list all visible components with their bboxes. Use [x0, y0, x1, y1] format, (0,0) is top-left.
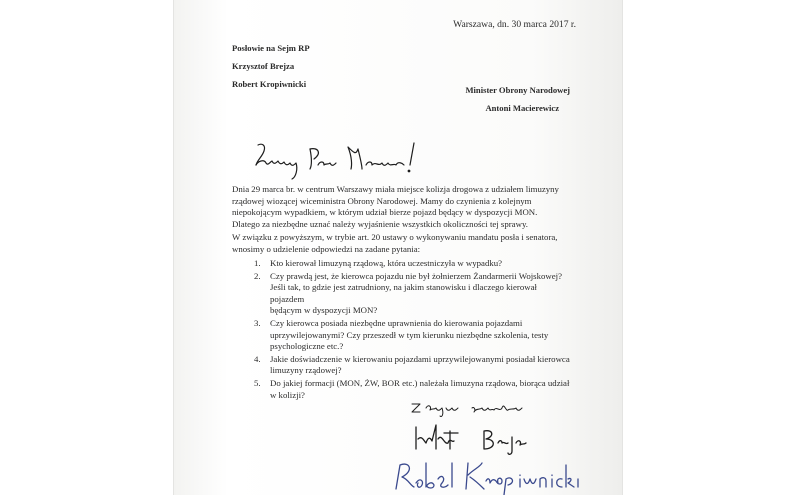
question-line: limuzyny rządowej?: [270, 365, 342, 376]
request-line: W związku z powyższym, w trybie art. 20 ustawy o wykonywaniu mandatu posła i senatora,: [232, 232, 558, 242]
intro-line: niepokojącym wypadkiem, w którym udział bierze pojazd będący w dyspozycji MON.: [232, 207, 538, 218]
intro-paragraph: [232, 184, 562, 230]
question-item: [254, 318, 570, 353]
question-number: 2.: [254, 270, 261, 281]
question-number: 4.: [254, 353, 261, 364]
question-line: Do jakiej formacji (MON, ŻW, BOR etc.) należała limuzyna rządowa, biorąca udział: [270, 377, 570, 388]
letter-date: Warszawa, dn. 30 marca 2017 r.: [453, 19, 576, 30]
sender-line: Posłowie na Sejm RP: [232, 43, 310, 53]
senders-block: [232, 39, 310, 93]
intro-line: rządowej wiozącej wiceministra Obrony Narodowej. Mamy do czynienia z kolejnym: [232, 195, 532, 206]
handwritten-closing: [410, 398, 528, 418]
question-line: Jeśli tak, to gdzie jest zatrudniony, na jakim stanowisku i dlaczego kierował pojazdem: [270, 282, 537, 304]
question-item: [254, 354, 570, 377]
sender-line: Robert Kropiwnicki: [232, 79, 307, 89]
question-line: uprzywilejowanymi? Czy przeszedł w tym kierunku niezbędne szkolenia, testy: [270, 329, 549, 340]
question-line: w kolizji?: [270, 389, 305, 400]
question-line: psychologiczne etc.?: [270, 341, 344, 352]
question-line: Jakie doświadczenie w kierowaniu pojazdami uprzywilejowanymi posiadał kierowca: [270, 353, 570, 364]
request-paragraph: [232, 232, 568, 255]
question-item: [254, 271, 570, 317]
question-line: Kto kierował limuzyną rządową, która uczestniczyła w wypadku?: [270, 258, 503, 268]
handwritten-salutation: [252, 135, 432, 181]
question-number: 1.: [254, 258, 261, 268]
question-line: będącym w dyspozycji MON?: [270, 305, 378, 316]
signature-kropiwnicki: [392, 455, 580, 495]
sender-line: Krzysztof Brejza: [232, 61, 295, 71]
letter-page: [174, 0, 622, 495]
question-item: [254, 258, 570, 270]
request-line: wnosimy o udzielenie odpowiedzi na zadane pytania:: [232, 243, 421, 254]
question-number: 5.: [254, 377, 261, 388]
signature-brejza: [412, 423, 532, 457]
question-number: 3.: [254, 317, 261, 328]
question-line: Czy prawdą jest, że kierowca pojazdu nie był żołnierzem Żandarmerii Wojskowej?: [270, 270, 563, 281]
questions-list: [254, 258, 570, 402]
intro-line: Dnia 29 marca br. w centrum Warszawy miała miejsce kolizja drogowa z udziałem limuzyny: [232, 184, 559, 194]
intro-line: Dlatego za niezbędne uznać należy wyjaśnienie wszystkich okoliczności tej sprawy.: [232, 218, 528, 229]
question-line: Czy kierowca posiada niezbędne uprawnienia do kierowania pojazdami: [270, 317, 523, 328]
recipient-line: Antoni Macierewicz: [485, 103, 560, 113]
recipient-line: Minister Obrony Narodowej: [465, 85, 570, 95]
recipient-block: [465, 81, 570, 117]
